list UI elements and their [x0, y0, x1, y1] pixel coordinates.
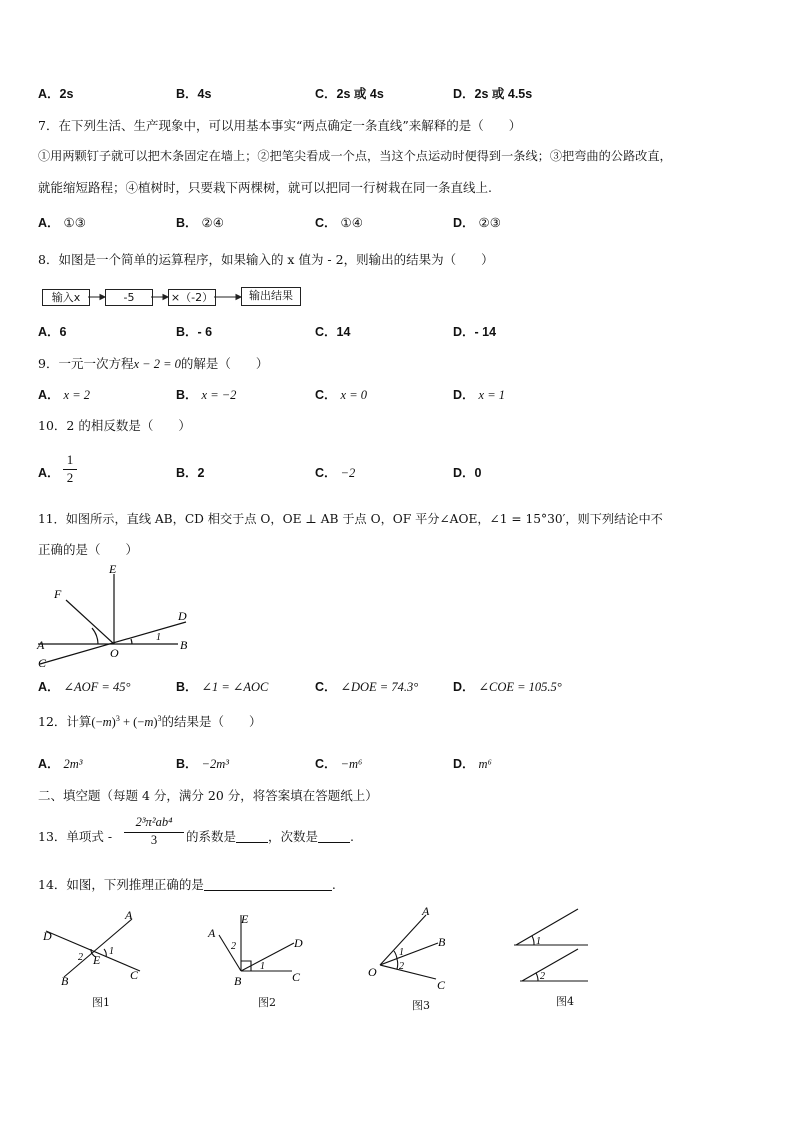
svg-text:A: A — [208, 926, 216, 940]
svg-text:B: B — [438, 935, 446, 949]
svg-text:2: 2 — [231, 941, 236, 952]
label-o: O — [110, 646, 119, 660]
q7-stem: 7．在下列生活、生产现象中，可以用基本事实“两点确定一条直线”来解释的是（ ） — [38, 118, 522, 133]
svg-text:D: D — [294, 936, 303, 950]
flow-arrows — [88, 290, 244, 304]
q14-stem: 14．如图，下列推理正确的是 . — [38, 877, 336, 892]
q8-option-a: A．6 — [38, 325, 67, 339]
q14-figure-4 — [508, 905, 596, 985]
svg-text:C: C — [130, 968, 139, 982]
q11-option-d: D． ∠COE = 105.5° — [453, 680, 562, 694]
q12-option-d: D． m⁶ — [453, 757, 492, 771]
flow-output-box: 输出结果 — [241, 287, 301, 306]
q11-stem-line1: 11．如图所示，直线 AB，CD 相交于点 O，OE ⊥ AB 于点 O，OF 平分∠AOE，∠1 = 15°30′，则下列结论中不 — [38, 512, 663, 526]
angle-arc-aof — [92, 628, 98, 644]
q7-option-a: A． ①③ — [38, 215, 86, 230]
label-d: D — [178, 609, 187, 623]
q11-figure — [34, 560, 204, 672]
q13-denominator: 3 — [124, 832, 184, 848]
fraction-numerator: 1 — [66, 452, 74, 467]
q6-option-c: C．2s 或 4s — [315, 87, 384, 101]
q9-option-b: B． x = −2 — [176, 388, 237, 402]
q6-option-a: A．2s — [38, 87, 74, 101]
q14-figure-3 — [364, 903, 464, 995]
q11-option-c: C． ∠DOE = 74.3° — [315, 680, 419, 694]
q14-caption-2: 图2 — [258, 996, 276, 1009]
q13-prefix: 13．单项式 - — [38, 829, 113, 844]
q11-option-a: A． ∠AOF = 45° — [38, 680, 131, 694]
label-a: A — [37, 638, 45, 652]
q9-option-c: C． x = 0 — [315, 388, 367, 402]
svg-text:C: C — [292, 970, 301, 984]
label-c: C — [38, 656, 47, 670]
q9-option-a: A． x = 2 — [38, 388, 90, 402]
q10-option-b: B．2 — [176, 466, 205, 480]
svg-text:1: 1 — [399, 947, 404, 958]
q7-option-c: C． ①④ — [315, 215, 363, 230]
svg-text:B: B — [234, 974, 242, 988]
q13-blank-1[interactable] — [236, 830, 268, 843]
flow-input-box: 输入x — [42, 289, 90, 306]
q8-option-b: B．- 6 — [176, 325, 213, 339]
svg-text:E: E — [241, 912, 249, 926]
section2-heading: 二、填空题（每题 4 分，满分 20 分，将答案填在答题纸上） — [38, 788, 378, 803]
angle-arc-1 — [131, 639, 132, 644]
svg-text:A: A — [422, 904, 430, 918]
q8-stem: 8．如图是一个简单的运算程序，如果输入的 x 值为 - 2，则输出的结果为（ ） — [38, 252, 494, 267]
q7-line2: 就能缩短路程；④植树时，只要栽下两棵树，就可以把同一行树栽在同一条直线上. — [38, 180, 492, 195]
q13-fraction — [124, 815, 184, 848]
q13-numerator: 2³π²ab⁴ — [135, 815, 173, 829]
q14-figure-1 — [38, 905, 158, 989]
q12-option-b: B． −2m³ — [176, 757, 229, 771]
svg-text:2: 2 — [78, 952, 83, 963]
svg-text:2: 2 — [399, 961, 404, 972]
q7-line1: ①用两颗钉子就可以把木条固定在墙上；②把笔尖看成一个点，当这个点运动时便得到一条线；③把弯曲的公路改直， — [38, 149, 672, 163]
svg-text:E: E — [93, 953, 101, 967]
q12-option-c: C． −m⁶ — [315, 757, 363, 771]
q6-option-d: D．2s 或 4.5s — [453, 87, 533, 101]
svg-text:1: 1 — [260, 961, 265, 972]
q14-caption-3: 图3 — [412, 999, 430, 1012]
q10-stem: 10．2 的相反数是（ ） — [38, 418, 191, 433]
q9-stem: 9．一元一次方程x − 2 = 0的解是（ ） — [38, 356, 269, 371]
q13-suffix: 的系数是 ，次数是 . — [186, 829, 355, 844]
label-angle-1: 1 — [156, 632, 161, 643]
flow-step-minus5: -5 — [105, 289, 153, 306]
q10-option-d: D．0 — [453, 466, 482, 480]
svg-text:1: 1 — [109, 946, 114, 957]
label-f: F — [54, 587, 62, 601]
svg-text:O: O — [368, 965, 377, 979]
q9-option-d: D． x = 1 — [453, 388, 505, 402]
q14-caption-4: 图4 — [556, 995, 574, 1008]
q10-option-a: A． — [38, 466, 60, 480]
q7-option-d: D． ②③ — [453, 215, 501, 230]
line-of — [66, 600, 114, 644]
q8-option-d: D．- 14 — [453, 325, 497, 339]
q14-answer-blank[interactable] — [204, 878, 332, 891]
q13-blank-2[interactable] — [318, 830, 350, 843]
svg-text:A: A — [125, 908, 133, 922]
q14-figure-2 — [202, 905, 314, 989]
label-e: E — [109, 562, 117, 576]
label-b: B — [180, 638, 188, 652]
q11-stem-line2: 正确的是（ ） — [38, 542, 139, 557]
q11-option-b: B． ∠1 = ∠AOC — [176, 680, 269, 694]
q12-stem: 12．计算$(-m)^3 + (-m)^3$的结果是（ ） — [38, 713, 262, 729]
fraction-denominator: 2 — [63, 469, 77, 486]
svg-text:C: C — [437, 978, 446, 992]
q6-option-b: B．4s — [176, 87, 212, 101]
svg-text:D: D — [43, 929, 52, 943]
q14-caption-1: 图1 — [92, 996, 110, 1009]
svg-text:2: 2 — [540, 971, 545, 982]
q10-fraction — [63, 452, 77, 486]
q12-option-a: A． 2m³ — [38, 757, 83, 771]
flow-step-times: ×（-2） — [168, 289, 216, 306]
svg-text:B: B — [61, 974, 69, 988]
q8-option-c: C．14 — [315, 325, 351, 339]
q7-option-b: B． ②④ — [176, 215, 224, 230]
q10-option-c: C． −2 — [315, 466, 356, 480]
svg-text:1: 1 — [536, 936, 541, 947]
